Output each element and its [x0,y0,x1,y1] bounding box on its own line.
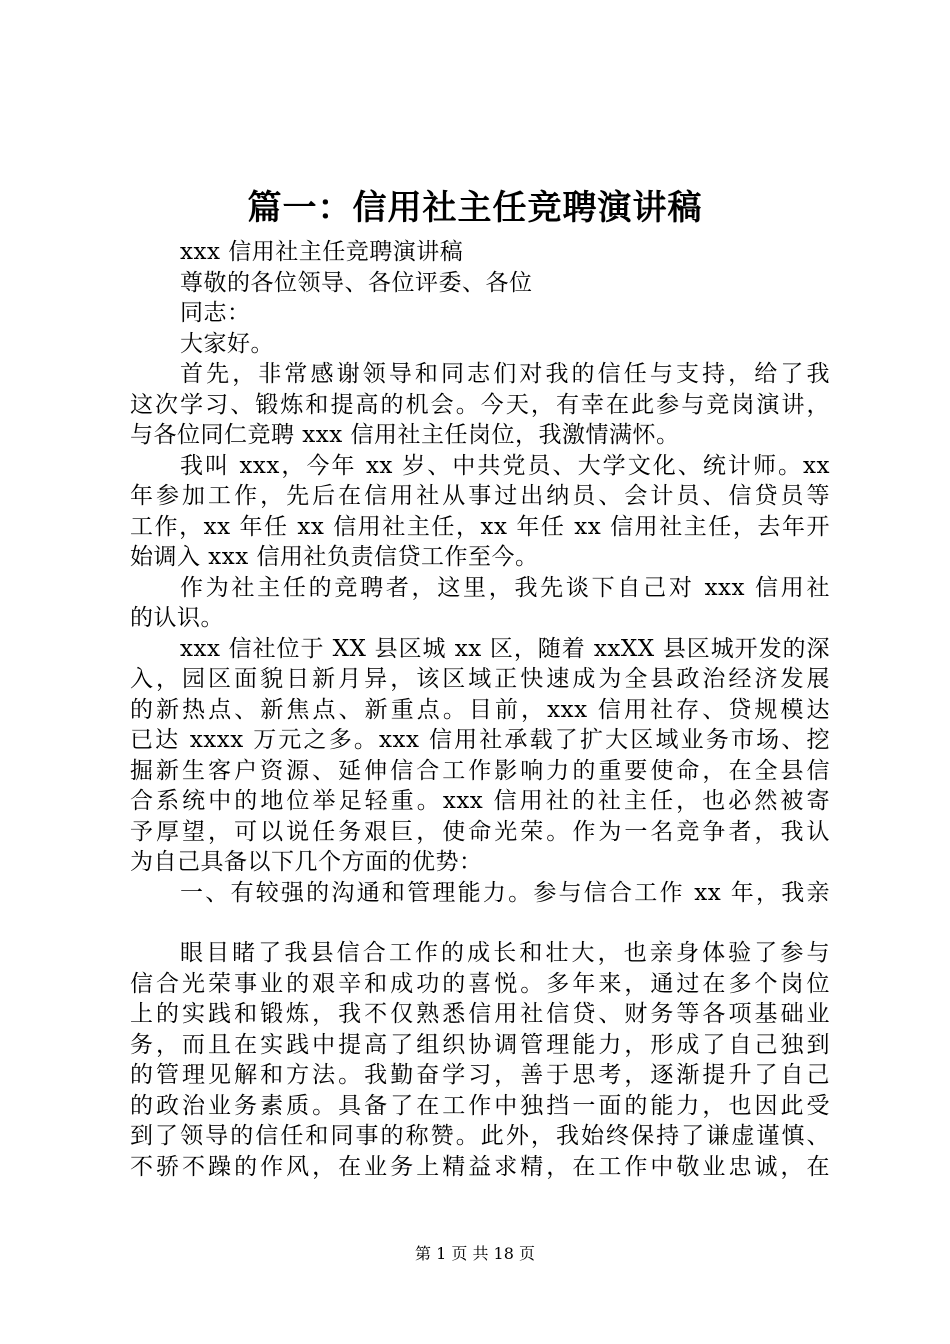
page-footer: 第 1 页 共 18 页 [415,1244,535,1263]
text-line: 我叫 xxx，今年 xx 岁、中共党员、大学文化、统计师。xx [180,452,830,479]
text-line: 掘新生客户资源、延伸信合工作影响力的重要使命，在全县信 [130,757,830,784]
text-line: 首先，非常感谢领导和同志们对我的信任与支持，给了我 [180,361,830,387]
text-line: 这次学习、锻炼和提高的机会。今天，有幸在此参与竞岗演讲， [130,391,830,418]
text-line: 信合光荣事业的艰辛和成功的喜悦。多年来，通过在多个岗位 [130,970,830,997]
text-line: 的新热点、新焦点、新重点。目前，xxx 信用社存、贷规模达 [130,696,830,723]
document-body-upper [130,237,830,908]
text-line: 始调入 xxx 信用社负责信贷工作至今。 [130,544,539,570]
text-line: 入，园区面貌日新月异，该区域正快速成为全县政治经济发展 [130,666,830,692]
text-line: 眼目睹了我县信合工作的成长和壮大，也亲身体验了参与 [180,940,830,966]
text-line: 与各位同仁竞聘 xxx 信用社主任岗位，我激情满怀。 [130,422,680,448]
text-line: 尊敬的各位领导、各位评委、各位 [180,269,533,296]
text-line: 年参加工作，先后在信用社从事过出纳员、会计员、信贷员等 [130,483,830,509]
document-title: 篇一：信用社主任竞聘演讲稿 [247,188,703,228]
text-line: 上的实践和锻炼，我不仅熟悉信用社信贷、财务等各项基础业 [130,1001,830,1027]
text-line: xxx 信用社主任竞聘演讲稿 [180,239,464,265]
text-line: 已达 xxxx 万元之多。xxx 信用社承载了扩大区域业务市场、挖 [130,727,830,753]
text-line: 合系统中的地位举足轻重。xxx 信用社的社主任，也必然被寄 [130,788,830,814]
text-line: 的管理见解和方法。我勤奋学习，善于思考，逐渐提升了自己 [130,1062,830,1088]
text-line: 的政治业务素质。具备了在工作中独挡一面的能力，也因此受 [130,1092,830,1119]
text-line: 的认识。 [130,605,224,631]
text-line: 同志： [180,300,251,326]
text-line: 为自己具备以下几个方面的优势： [130,849,483,875]
text-line: 务，而且在实践中提高了组织协调管理能力，形成了自己独到 [130,1031,830,1058]
text-line: 不骄不躁的作风，在业务上精益求精，在工作中敬业忠诚，在 [130,1153,830,1180]
text-line: 一、有较强的沟通和管理能力。参与信合工作 xx 年，我亲 [180,879,830,906]
text-line: 作为社主任的竞聘者，这里，我先谈下自己对 xxx 信用社 [180,574,830,601]
document-body-lower [130,938,830,1182]
text-line: 大家好。 [180,330,274,357]
text-line: 予厚望，可以说任务艰巨，使命光荣。作为一名竞争者，我认 [130,818,830,845]
text-line: 到了领导的信任和同事的称赞。此外，我始终保持了谦虚谨慎、 [130,1123,830,1149]
text-line: xxx 信社位于 XX 县区城 xx 区，随着 xxXX 县区城开发的深 [180,635,830,662]
text-line: 工作，xx 年任 xx 信用社主任，xx 年任 xx 信用社主任，去年开 [130,513,830,540]
